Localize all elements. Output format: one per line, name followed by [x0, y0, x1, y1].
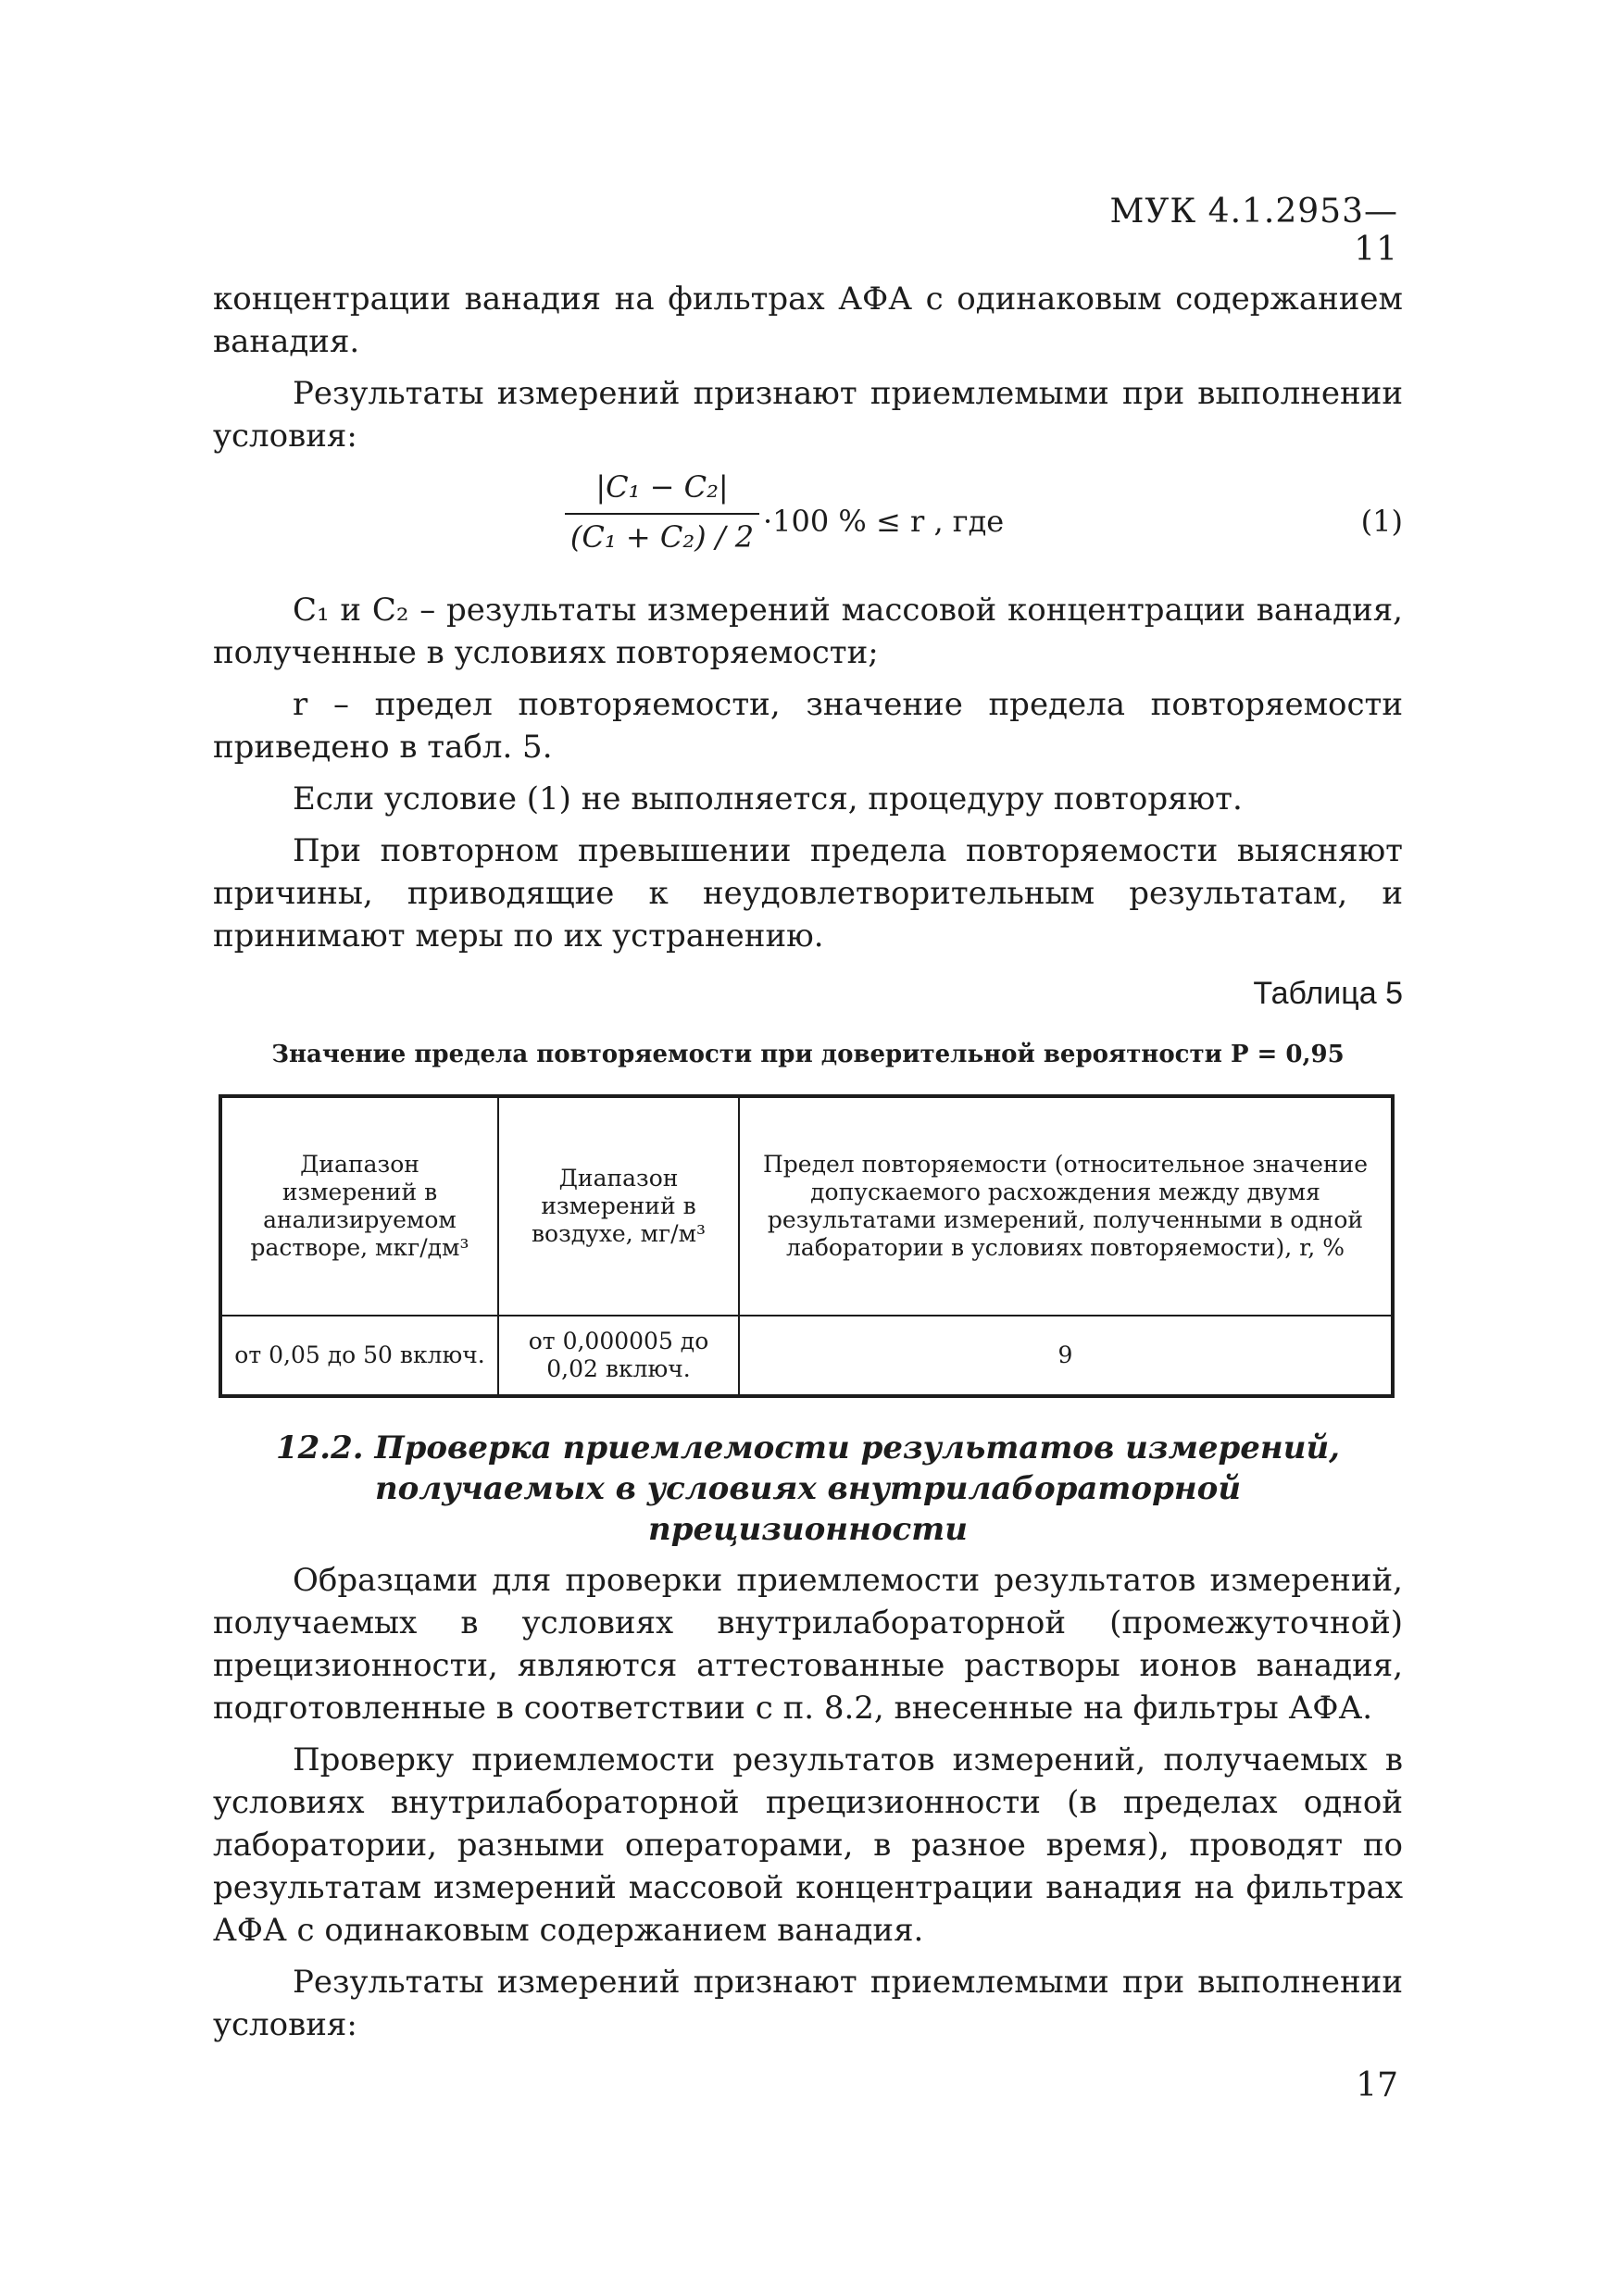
table-header-cell: Диапазон измерений в анализируемом растворе, мкг/дм³	[220, 1096, 498, 1316]
paragraph-check-procedure: Проверку приемлемости результатов измерений, получаемых в условиях внутрилабораторной прецизионности (в пределах одной лаборатории, разными операторами, в разное время), проводят по результатам измерений массовой концентрации ванадия на фильтрах АФА с одинаковым содержанием ванадия.	[213, 1741, 1403, 1949]
paragraph-acceptance-condition: Результаты измерений признают приемлемыми при выполнении условия:	[213, 375, 1403, 455]
table-label: Таблица 5	[1253, 976, 1403, 1011]
table-row	[220, 1316, 1393, 1396]
document-code: МУК 4.1.2953—11	[1109, 193, 1398, 268]
table-title: Значение предела повторяемости при доверительной вероятности P = 0,95	[271, 1041, 1345, 1068]
formula-denominator: (C₁ + C₂) / 2	[569, 519, 755, 555]
section-title-line: 12.2. Проверка приемлемости результатов измерений,	[275, 1429, 1340, 1466]
formula-fraction	[565, 467, 759, 559]
paragraph-acceptance-condition-2: Результаты измерений признают приемлемыми при выполнении условия:	[213, 1964, 1403, 2043]
formula-number: (1)	[1360, 504, 1403, 539]
formula-1	[213, 467, 1403, 576]
paragraph-repeat: Если условие (1) не выполняется, процедуру повторяют.	[293, 780, 1243, 817]
formula-rest: ·100 % ≤ r , где	[763, 504, 1005, 539]
section-title	[213, 1428, 1403, 1550]
table-header-cell: Диапазон измерений в воздухе, мг/м³	[498, 1096, 739, 1316]
paragraph-c-definition: C₁ и C₂ – результаты измерений массовой концентрации ванадия, полученные в условиях повторяемости;	[213, 592, 1403, 671]
section-title-line: получаемых в условиях внутрилабораторной прецизионности	[374, 1470, 1242, 1548]
paragraph-samples: Образцами для проверки приемлемости результатов измерений, получаемых в условиях внутрилабораторной (промежуточной) прецизионности, являются аттестованные растворы ионов ванадия, подготовленные в соответствии с п. 8.2, внесенные на фильтры АФА.	[213, 1562, 1403, 1727]
table-header-row	[220, 1096, 1393, 1316]
table-header-cell: Предел повторяемости (относительное значение допускаемого расхождения между двумя результатами измерений, полученными в одной лаборатории в условиях повторяемости), r, %	[739, 1096, 1393, 1316]
repeatability-table	[219, 1094, 1395, 1398]
table-cell: от 0,000005 до 0,02 включ.	[498, 1316, 739, 1396]
paragraph-continuation: концентрации ванадия на фильтрах АФА с одинаковым содержанием ванадия.	[213, 281, 1403, 360]
formula-numerator: |C₁ − C₂|	[565, 467, 759, 515]
paragraph-exceed: При повторном превышении предела повторяемости выясняют причины, приводящие к неудовлетворительным результатам, и принимают меры по их устранению.	[213, 832, 1403, 955]
table-cell: от 0,05 до 50 включ.	[220, 1316, 498, 1396]
page-body	[213, 278, 1403, 2055]
paragraph-r-definition: r – предел повторяемости, значение предела повторяемости приведено в табл. 5.	[213, 686, 1403, 766]
page-number: 17	[1356, 2066, 1398, 2104]
table-cell: 9	[739, 1316, 1393, 1396]
